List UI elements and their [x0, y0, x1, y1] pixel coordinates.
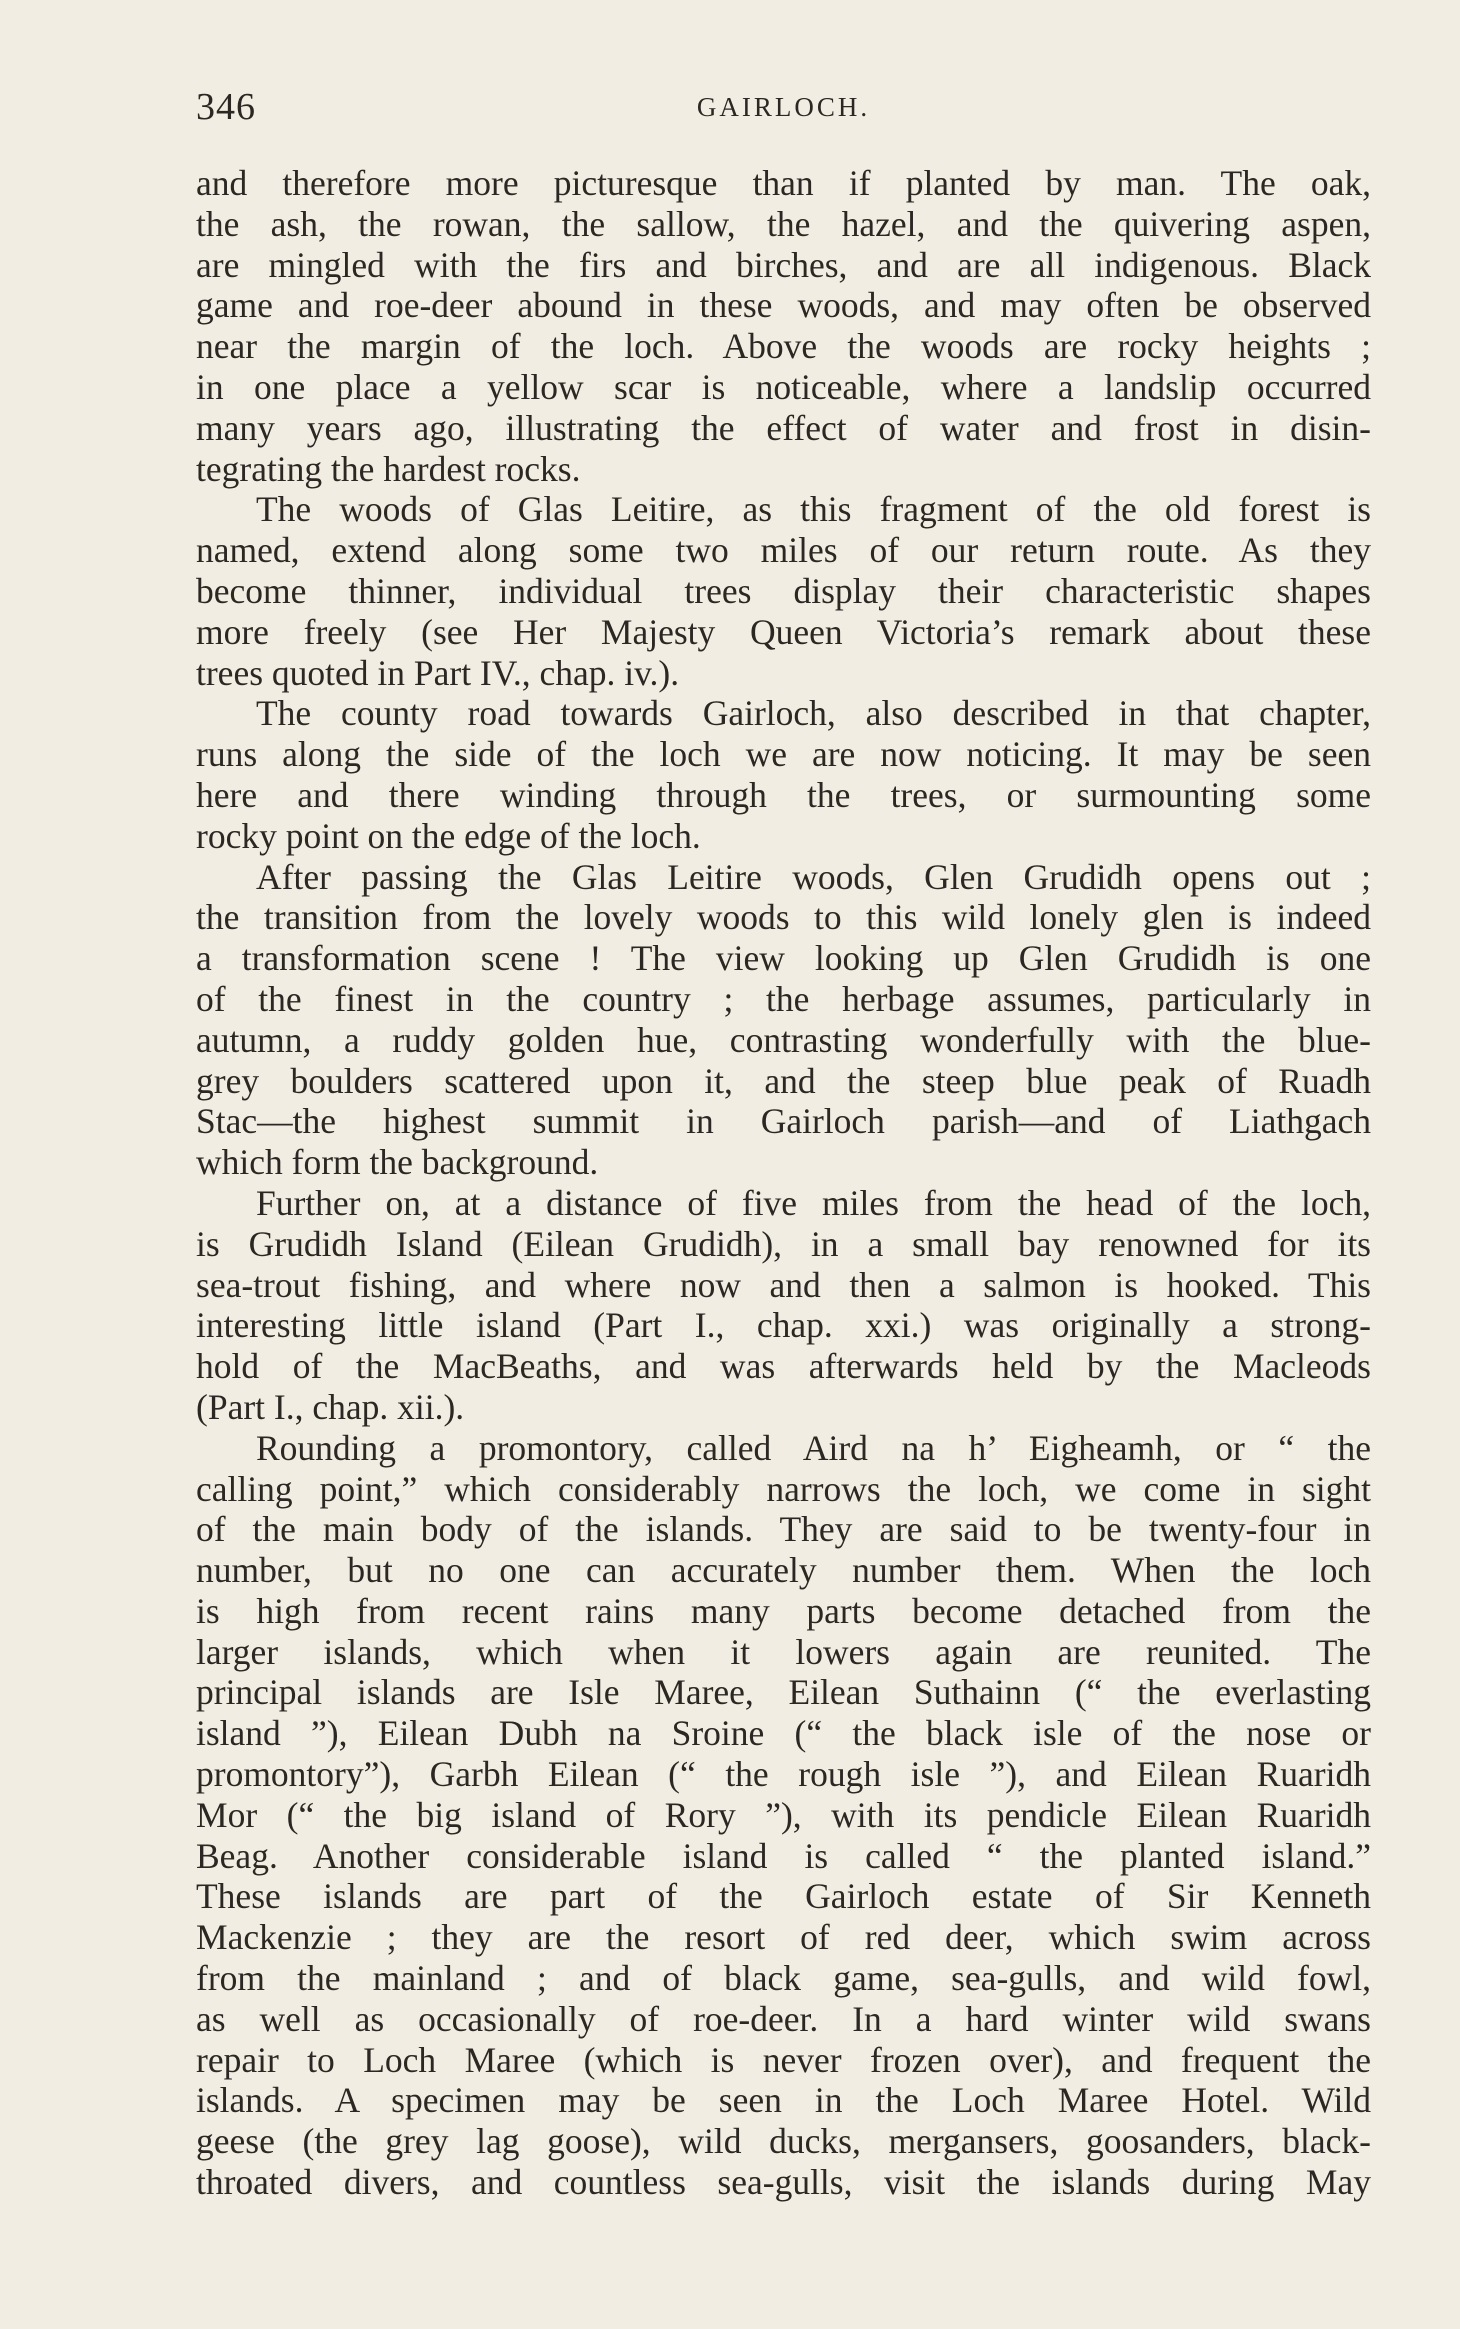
text-line: After passing the Glas Leitire woods, Glen Grudidh opens out ;	[256, 856, 1371, 897]
text-line: as well as occasionally of roe-deer. In a hard winter wild swans	[196, 1998, 1371, 2039]
text-line: (Part I., chap. xii.).	[196, 1386, 465, 1427]
body-text	[196, 163, 1371, 2203]
text-line: which form the background.	[196, 1142, 599, 1183]
text-line: promontory”), Garbh Eilean (“ the rough isle ”), and Eilean Ruaridh	[196, 1754, 1371, 1795]
text-line: named, extend along some two miles of our return route. As they	[196, 530, 1371, 571]
text-line: runs along the side of the loch we are now noticing. It may be seen	[196, 734, 1371, 775]
text-line: Rounding a promontory, called Aird na h’ Eigheamh, or “ the	[256, 1427, 1371, 1468]
page-number: 346	[196, 86, 256, 128]
text-line: is high from recent rains many parts become detached from the	[196, 1590, 1371, 1631]
text-line: islands. A specimen may be seen in the Loch Maree Hotel. Wild	[196, 2080, 1371, 2121]
text-line: repair to Loch Maree (which is never frozen over), and frequent the	[196, 2039, 1371, 2080]
text-line: tegrating the hardest rocks.	[196, 448, 581, 489]
text-line: Mor (“ the big island of Rory ”), with its pendicle Eilean Ruaridh	[196, 1794, 1371, 1835]
text-line: of the finest in the country ; the herbage assumes, particularly in	[196, 978, 1371, 1019]
text-line: Mackenzie ; they are the resort of red deer, which swim across	[196, 1917, 1371, 1958]
text-line: These islands are part of the Gairloch estate of Sir Kenneth	[196, 1876, 1371, 1917]
text-line: interesting little island (Part I., chap. xxi.) was originally a strong-	[196, 1305, 1371, 1346]
text-line: trees quoted in Part IV., chap. iv.).	[196, 652, 680, 693]
text-line: grey boulders scattered upon it, and the steep blue peak of Ruadh	[196, 1060, 1371, 1101]
text-line: Beag. Another considerable island is called “ the planted island.”	[196, 1835, 1371, 1876]
text-line: calling point,” which considerably narrows the loch, we come in sight	[196, 1468, 1371, 1509]
page-header	[196, 82, 1371, 132]
text-line: and therefore more picturesque than if planted by man. The oak,	[196, 163, 1371, 203]
text-line: more freely (see Her Majesty Queen Victoria’s remark about these	[196, 611, 1371, 652]
text-line: here and there winding through the trees, or surmounting some	[196, 774, 1371, 815]
text-line: larger islands, which when it lowers again are reunited. The	[196, 1631, 1371, 1672]
text-line: sea-trout fishing, and where now and then a salmon is hooked. This	[196, 1264, 1371, 1305]
text-line: game and roe-deer abound in these woods, and may often be observed	[196, 285, 1371, 326]
text-line: from the mainland ; and of black game, sea-gulls, and wild fowl,	[196, 1958, 1371, 1999]
text-line: autumn, a ruddy golden hue, contrasting wonderfully with the blue-	[196, 1019, 1371, 1060]
text-line: hold of the MacBeaths, and was afterwards held by the Macleods	[196, 1346, 1371, 1387]
text-line: in one place a yellow scar is noticeable, where a landslip occurred	[196, 366, 1371, 407]
text-line: of the main body of the islands. They are said to be twenty-four in	[196, 1509, 1371, 1550]
text-line: many years ago, illustrating the effect of water and frost in disin-	[196, 407, 1371, 448]
text-line: number, but no one can accurately number them. When the loch	[196, 1550, 1371, 1591]
text-line: throated divers, and countless sea-gulls, visit the islands during May	[196, 2162, 1371, 2203]
running-head: GAIRLOCH.	[696, 92, 871, 122]
text-line: geese (the grey lag goose), wild ducks, mergansers, goosanders, black-	[196, 2121, 1371, 2162]
text-line: The woods of Glas Leitire, as this fragment of the old forest is	[256, 489, 1371, 530]
text-line: island ”), Eilean Dubh na Sroine (“ the black isle of the nose or	[196, 1713, 1371, 1754]
text-line: rocky point on the edge of the loch.	[196, 815, 701, 856]
text-line: is Grudidh Island (Eilean Grudidh), in a small bay renowned for its	[196, 1223, 1371, 1264]
text-line: Stac—the highest summit in Gairloch parish—and of Liathgach	[196, 1101, 1371, 1142]
text-line: near the margin of the loch. Above the woods are rocky heights ;	[196, 326, 1371, 367]
text-line: a transformation scene ! The view looking up Glen Grudidh is one	[196, 938, 1371, 979]
text-line: become thinner, individual trees display their characteristic shapes	[196, 570, 1371, 611]
text-line: principal islands are Isle Maree, Eilean Suthainn (“ the everlasting	[196, 1672, 1371, 1713]
text-line: the transition from the lovely woods to this wild lonely glen is indeed	[196, 897, 1371, 938]
text-line: are mingled with the firs and birches, and are all indigenous. Black	[196, 244, 1371, 285]
text-line: The county road towards Gairloch, also described in that chapter,	[256, 693, 1371, 734]
text-line: the ash, the rowan, the sallow, the hazel, and the quivering aspen,	[196, 203, 1371, 244]
text-line: Further on, at a distance of five miles from the head of the loch,	[256, 1182, 1371, 1223]
